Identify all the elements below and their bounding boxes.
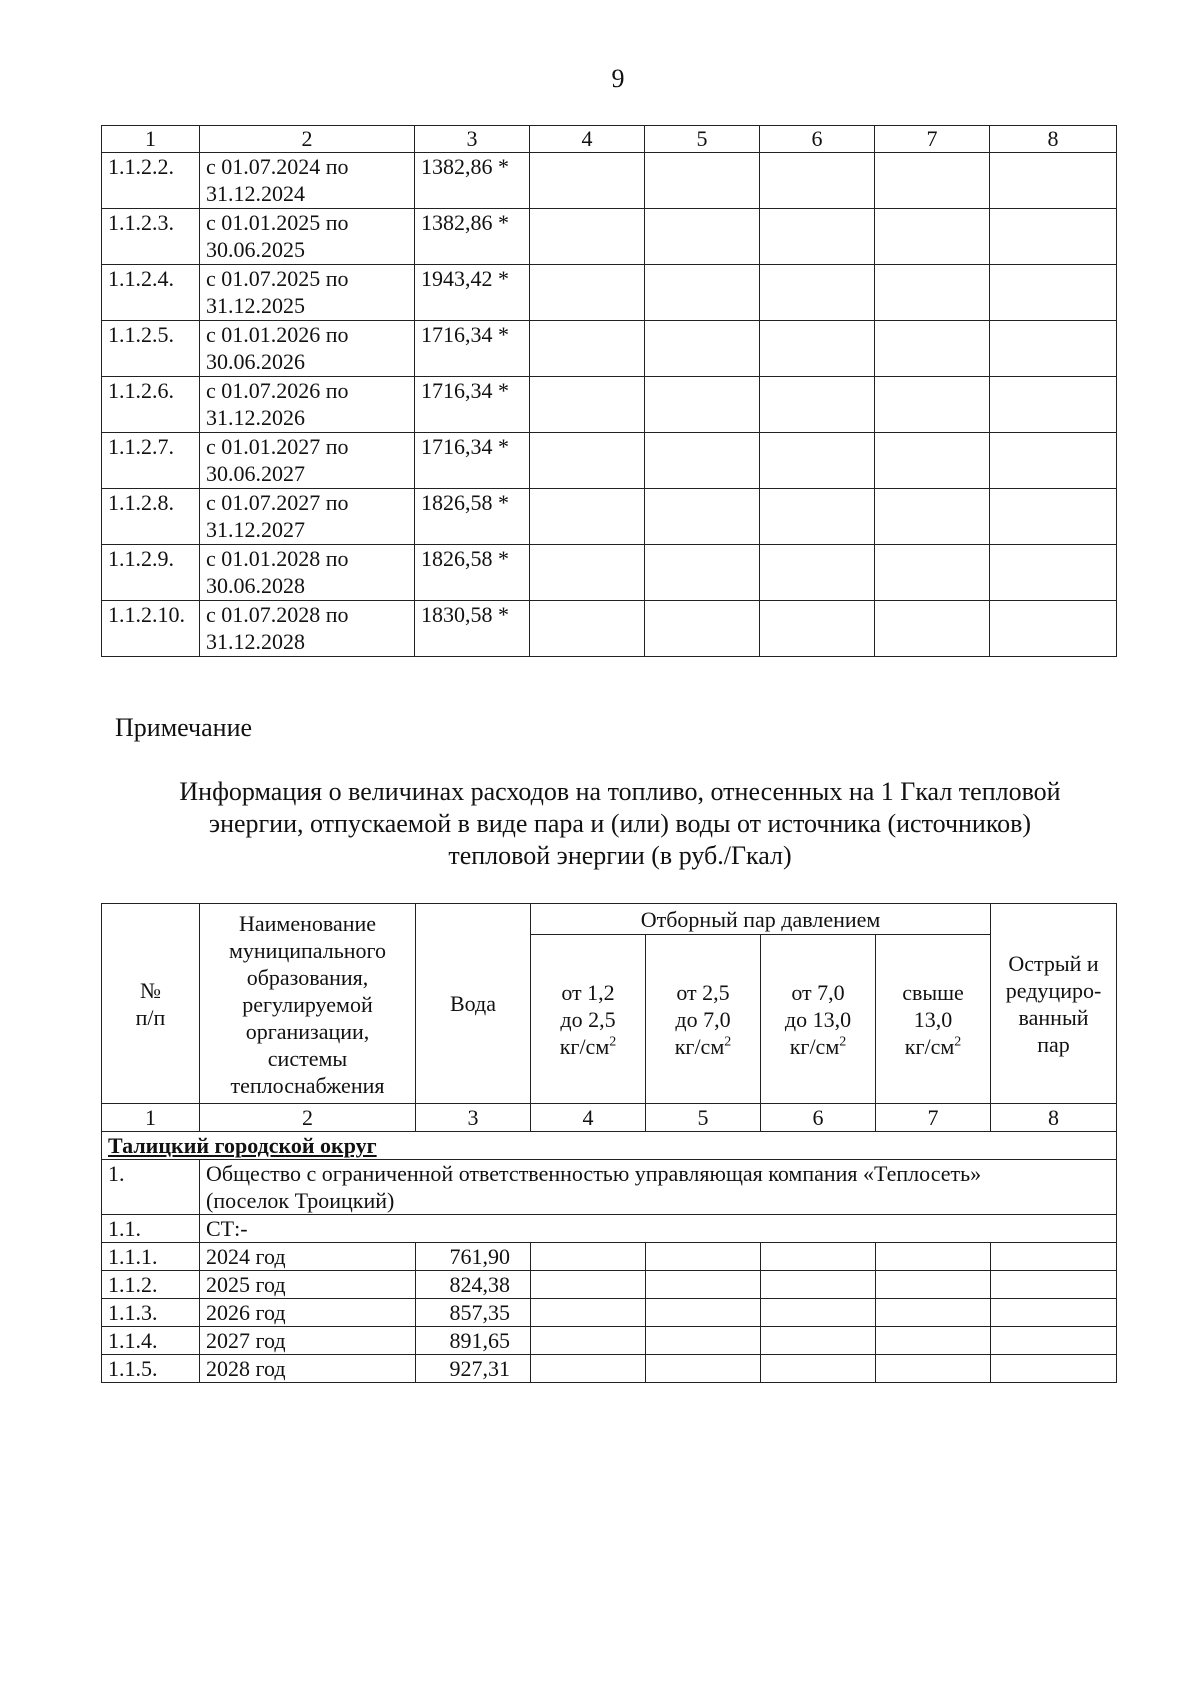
row-number: 1.1.2.2.	[102, 153, 200, 209]
value-cell: 1716,34 *	[415, 321, 530, 377]
period-start: с 01.07.2025 по	[206, 266, 349, 291]
note-title-line: Информация о величинах расходов на топливо, отнесенных на 1 Гкал тепловой	[179, 777, 1061, 806]
header-text: №	[140, 977, 161, 1003]
empty-cell	[991, 1243, 1117, 1271]
note-title-line: энергии, отпускаемой в виде пара и (или) воды от источника (источников)	[208, 809, 1032, 838]
empty-cell	[760, 377, 875, 433]
empty-cell	[530, 265, 645, 321]
row-number: 1.1.3.	[102, 1299, 200, 1327]
period-cell	[200, 601, 415, 657]
empty-cell	[646, 1327, 761, 1355]
organization-name-line: (поселок Троицкий)	[206, 1188, 395, 1213]
empty-cell	[875, 545, 990, 601]
section-row	[102, 1132, 1117, 1160]
header-text: регулируемой	[242, 992, 373, 1017]
period-cell	[200, 321, 415, 377]
header-unit: $кг/см^2$	[904, 1033, 962, 1059]
table-row	[102, 489, 1117, 545]
empty-cell	[875, 265, 990, 321]
empty-cell	[531, 1355, 646, 1383]
empty-cell	[990, 153, 1117, 209]
table-header-row	[102, 126, 1117, 153]
section-title: Талицкий городской округ	[102, 1132, 1117, 1160]
column-number: 1	[102, 1104, 200, 1132]
header-text: до 13,0	[784, 1006, 852, 1032]
value-cell: 1382,86 *	[415, 153, 530, 209]
table-row	[102, 153, 1117, 209]
fuel-cost-table	[101, 903, 1117, 1383]
table-row	[102, 433, 1117, 489]
table-row	[102, 1271, 1117, 1299]
year-cell: 2028 год	[200, 1355, 416, 1383]
period-start: с 01.07.2027 по	[206, 490, 349, 515]
header-text: теплоснабжения	[230, 1073, 385, 1098]
row-number: 1.1.2.8.	[102, 489, 200, 545]
row-number: 1.1.	[102, 1215, 200, 1243]
empty-cell	[990, 321, 1117, 377]
column-number-row	[102, 1104, 1117, 1132]
period-start: с 01.01.2028 по	[206, 546, 349, 571]
empty-cell	[530, 321, 645, 377]
empty-cell	[991, 1299, 1117, 1327]
empty-cell	[876, 1299, 991, 1327]
empty-cell	[646, 1299, 761, 1327]
empty-cell	[876, 1271, 991, 1299]
year-cell: 2025 год	[200, 1271, 416, 1299]
empty-cell	[761, 1355, 876, 1383]
water-value: 891,65	[416, 1327, 531, 1355]
value-cell: 1826,58 *	[415, 489, 530, 545]
year-cell: 2026 год	[200, 1299, 416, 1327]
column-number: 7	[875, 126, 990, 153]
row-number: 1.1.1.	[102, 1243, 200, 1271]
page-number: 9	[611, 64, 625, 93]
water-value: 857,35	[416, 1299, 531, 1327]
year-cell: 2024 год	[200, 1243, 416, 1271]
column-number: 4	[530, 126, 645, 153]
empty-cell	[531, 1243, 646, 1271]
empty-cell	[531, 1271, 646, 1299]
empty-cell	[875, 209, 990, 265]
empty-cell	[876, 1243, 991, 1271]
empty-cell	[875, 153, 990, 209]
empty-cell	[761, 1271, 876, 1299]
period-cell	[200, 265, 415, 321]
period-end: 31.12.2026	[206, 405, 305, 430]
table-row	[102, 1355, 1117, 1383]
header-text: образования,	[246, 965, 369, 990]
empty-cell	[530, 377, 645, 433]
period-cell	[200, 153, 415, 209]
period-cell	[200, 209, 415, 265]
header-text: системы	[267, 1046, 348, 1071]
table-row	[102, 1327, 1117, 1355]
header-text: Острый и	[1008, 950, 1099, 976]
empty-cell	[875, 489, 990, 545]
table-row	[102, 265, 1117, 321]
row-number: 1.1.2.3.	[102, 209, 200, 265]
empty-cell	[760, 153, 875, 209]
note-title	[100, 776, 1140, 872]
column-number: 3	[415, 126, 530, 153]
row-number: 1.1.2.6.	[102, 377, 200, 433]
column-number: 3	[416, 1104, 531, 1132]
header-sharp-steam	[991, 904, 1117, 1104]
table-row	[102, 321, 1117, 377]
table-row	[102, 1299, 1117, 1327]
empty-cell	[991, 1271, 1117, 1299]
column-number: 6	[760, 126, 875, 153]
period-end: 30.06.2025	[206, 237, 305, 262]
empty-cell	[990, 433, 1117, 489]
empty-cell	[760, 433, 875, 489]
organization-row	[102, 1160, 1117, 1215]
period-cell	[200, 433, 415, 489]
empty-cell	[760, 321, 875, 377]
header-text: до 7,0	[675, 1006, 731, 1032]
column-number: 8	[991, 1104, 1117, 1132]
year-cell: 2027 год	[200, 1327, 416, 1355]
period-start: с 01.07.2024 по	[206, 154, 349, 179]
row-number: 1.1.4.	[102, 1327, 200, 1355]
empty-cell	[876, 1327, 991, 1355]
row-number: 1.1.2.7.	[102, 433, 200, 489]
system-name: СТ:-	[200, 1215, 1117, 1243]
header-text: Наименование	[238, 911, 377, 936]
period-start: с 01.07.2028 по	[206, 602, 349, 627]
empty-cell	[645, 153, 760, 209]
header-text: п/п	[135, 1004, 166, 1030]
empty-cell	[990, 265, 1117, 321]
header-text: 13,0	[913, 1006, 953, 1032]
row-number: 1.1.2.4.	[102, 265, 200, 321]
period-end: 30.06.2026	[206, 349, 305, 374]
note-title-line: тепловой энергии (в руб./Гкал)	[448, 841, 792, 870]
column-number: 4	[531, 1104, 646, 1132]
empty-cell	[876, 1355, 991, 1383]
empty-cell	[531, 1299, 646, 1327]
row-number: 1.	[102, 1160, 200, 1215]
value-cell: 1382,86 *	[415, 209, 530, 265]
empty-cell	[645, 489, 760, 545]
header-text: редуциро-	[1005, 977, 1102, 1003]
header-water: Вода	[416, 904, 531, 1104]
table-row	[102, 209, 1117, 265]
header-text: муниципального	[228, 938, 386, 963]
header-text: от 1,2	[561, 979, 615, 1005]
table-row	[102, 601, 1117, 657]
column-number: 5	[646, 1104, 761, 1132]
empty-cell	[530, 433, 645, 489]
empty-cell	[875, 601, 990, 657]
header-steam-group: Отборный пар давлением	[531, 904, 991, 935]
system-row	[102, 1215, 1117, 1243]
row-number: 1.1.5.	[102, 1355, 200, 1383]
empty-cell	[645, 545, 760, 601]
column-number: 2	[200, 126, 415, 153]
row-number: 1.1.2.10.	[102, 601, 200, 657]
empty-cell	[990, 209, 1117, 265]
period-start: с 01.01.2026 по	[206, 322, 349, 347]
period-cell	[200, 489, 415, 545]
water-value: 824,38	[416, 1271, 531, 1299]
value-cell: 1830,58 *	[415, 601, 530, 657]
empty-cell	[530, 545, 645, 601]
empty-cell	[761, 1327, 876, 1355]
header-steam-pressure	[531, 935, 646, 1104]
header-steam-pressure	[876, 935, 991, 1104]
water-value: 927,31	[416, 1355, 531, 1383]
empty-cell	[645, 209, 760, 265]
row-number: 1.1.2.9.	[102, 545, 200, 601]
column-number: 8	[990, 126, 1117, 153]
empty-cell	[990, 601, 1117, 657]
empty-cell	[760, 265, 875, 321]
column-number: 2	[200, 1104, 416, 1132]
empty-cell	[875, 433, 990, 489]
period-end: 30.06.2027	[206, 461, 305, 486]
empty-cell	[531, 1327, 646, 1355]
row-number: 1.1.2.	[102, 1271, 200, 1299]
organization-name	[200, 1160, 1117, 1215]
empty-cell	[760, 489, 875, 545]
column-number: 6	[761, 1104, 876, 1132]
period-end: 30.06.2028	[206, 573, 305, 598]
period-start: с 01.01.2027 по	[206, 434, 349, 459]
table-row	[102, 545, 1117, 601]
table-row	[102, 377, 1117, 433]
empty-cell	[530, 153, 645, 209]
table-row	[102, 1243, 1117, 1271]
header-number	[102, 904, 200, 1104]
period-cell	[200, 377, 415, 433]
empty-cell	[761, 1299, 876, 1327]
empty-cell	[645, 265, 760, 321]
empty-cell	[991, 1327, 1117, 1355]
empty-cell	[645, 321, 760, 377]
empty-cell	[991, 1355, 1117, 1383]
header-text: от 2,5	[676, 979, 730, 1005]
empty-cell	[646, 1271, 761, 1299]
tariff-table	[101, 125, 1117, 657]
table-header-row	[102, 904, 1117, 935]
empty-cell	[646, 1243, 761, 1271]
value-cell: 1716,34 *	[415, 377, 530, 433]
value-cell: 1716,34 *	[415, 433, 530, 489]
empty-cell	[530, 209, 645, 265]
period-start: с 01.01.2025 по	[206, 210, 349, 235]
header-unit: $кг/см^2$	[674, 1033, 732, 1059]
empty-cell	[760, 209, 875, 265]
empty-cell	[761, 1243, 876, 1271]
empty-cell	[990, 489, 1117, 545]
header-text: организации,	[245, 1019, 370, 1044]
header-text: до 2,5	[560, 1006, 616, 1032]
header-steam-pressure	[761, 935, 876, 1104]
header-name	[200, 904, 416, 1104]
organization-name-line: Общество с ограниченной ответственностью управляющая компания «Теплосеть»	[206, 1161, 982, 1186]
period-cell	[200, 545, 415, 601]
empty-cell	[530, 489, 645, 545]
header-text: от 7,0	[791, 979, 845, 1005]
period-end: 31.12.2028	[206, 629, 305, 654]
column-number: 1	[102, 126, 200, 153]
empty-cell	[645, 601, 760, 657]
period-end: 31.12.2024	[206, 181, 305, 206]
column-number: 7	[876, 1104, 991, 1132]
value-cell: 1826,58 *	[415, 545, 530, 601]
header-text: пар	[1037, 1031, 1070, 1057]
empty-cell	[875, 321, 990, 377]
header-text: ванный	[1018, 1004, 1089, 1030]
header-steam-pressure	[646, 935, 761, 1104]
period-end: 31.12.2025	[206, 293, 305, 318]
period-start: с 01.07.2026 по	[206, 378, 349, 403]
empty-cell	[990, 377, 1117, 433]
value-cell: 1943,42 *	[415, 265, 530, 321]
empty-cell	[645, 377, 760, 433]
header-unit: $кг/см^2$	[559, 1033, 617, 1059]
empty-cell	[990, 545, 1117, 601]
empty-cell	[645, 433, 760, 489]
empty-cell	[875, 377, 990, 433]
water-value: 761,90	[416, 1243, 531, 1271]
empty-cell	[760, 545, 875, 601]
empty-cell	[760, 601, 875, 657]
period-end: 31.12.2027	[206, 517, 305, 542]
note-label: Примечание	[115, 713, 253, 742]
column-number: 5	[645, 126, 760, 153]
header-unit: $кг/см^2$	[789, 1033, 847, 1059]
empty-cell	[646, 1355, 761, 1383]
header-text: свыше	[902, 979, 964, 1005]
row-number: 1.1.2.5.	[102, 321, 200, 377]
empty-cell	[530, 601, 645, 657]
